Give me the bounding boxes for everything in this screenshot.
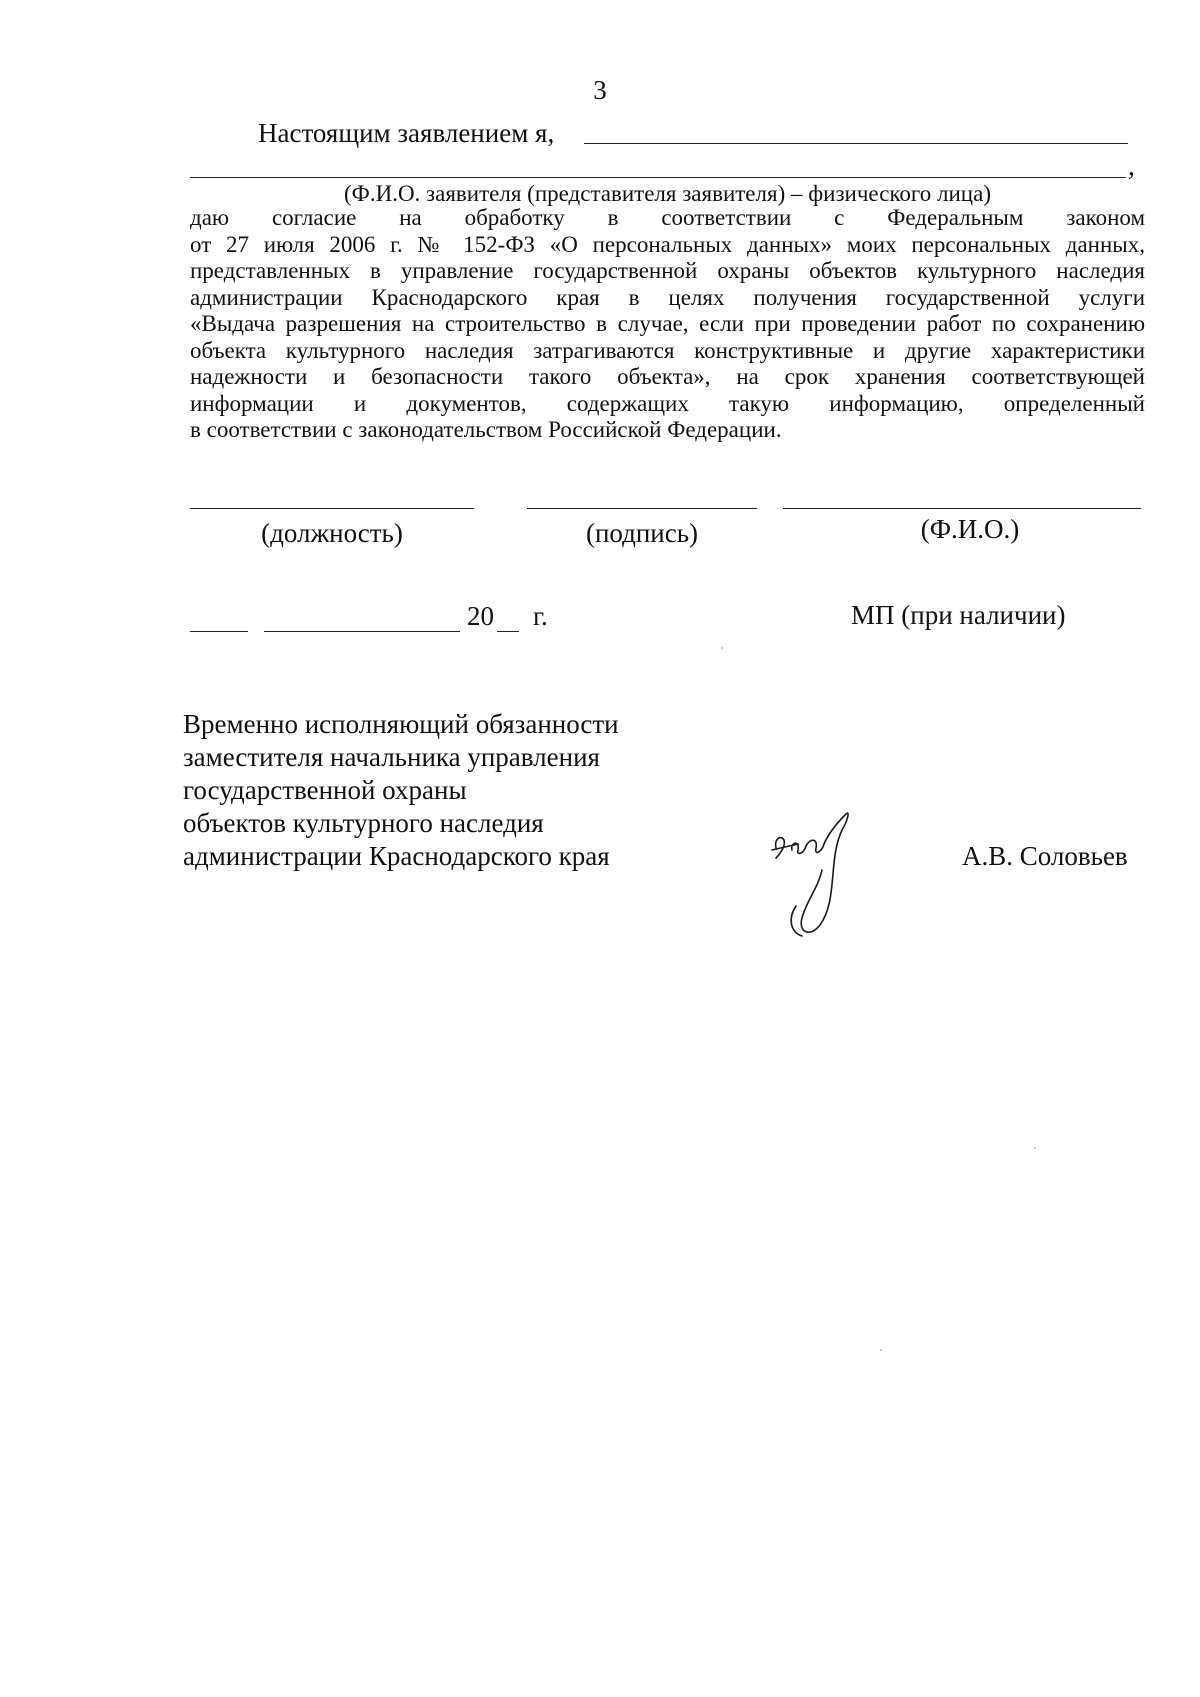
- date-year-prefix: 20: [467, 601, 494, 631]
- trailing-comma: ,: [1128, 151, 1135, 181]
- position-line: [190, 508, 474, 509]
- signature-label: (подпись): [585, 518, 699, 548]
- signatory-position-line: государственной охраны: [183, 775, 467, 805]
- scan-speck: [1034, 1147, 1036, 1149]
- consent-paragraph: [190, 205, 1145, 444]
- date-month-line: [264, 631, 460, 632]
- applicant-name-line-1: [584, 143, 1128, 144]
- consent-line: «Выдача разрешения на строительство в случае, если при проведении работ по сохранению: [190, 311, 1145, 336]
- signature-line: [527, 508, 757, 509]
- consent-line: представленных в управление государственной охраны объектов культурного наследия: [190, 258, 1145, 283]
- consent-line: в соответствии с законодательством Российской Федерации.: [190, 417, 782, 442]
- applicant-name-caption: (Ф.И.О. заявителя (представителя заявителя) – физического лица): [344, 181, 991, 206]
- date-year-line: [497, 631, 519, 632]
- name-label: (Ф.И.О.): [920, 514, 1020, 544]
- stamp-label: МП (при наличии): [851, 600, 1066, 630]
- date-day-line: [190, 631, 248, 632]
- signatory-position: [183, 708, 619, 873]
- signatory-position-line: Временно исполняющий обязанности: [183, 709, 619, 739]
- position-label: (должность): [261, 518, 403, 548]
- consent-line: от 27 июля 2006 г. № 152-ФЗ «О персональных данных» моих персональных данных,: [190, 231, 1145, 257]
- page-number: 3: [593, 75, 607, 105]
- signatory-position-line: объектов культурного наследия: [183, 808, 544, 838]
- consent-line: даю согласие на обработку в соответствии с Федеральным законом: [190, 205, 1145, 230]
- signatory-name: А.В. Соловьев: [962, 841, 1128, 871]
- signatory-position-line: администрации Краснодарского края: [183, 841, 610, 871]
- consent-line: объекта культурного наследия затрагиваются конструктивные и другие характеристики: [190, 337, 1145, 363]
- name-line: [783, 508, 1141, 509]
- scan-speck: [721, 647, 723, 649]
- intro-text: Настоящим заявлением я,: [258, 118, 555, 148]
- scan-speck: [880, 1349, 882, 1351]
- date-year-suffix: г.: [533, 601, 548, 631]
- handwritten-signature: [758, 810, 868, 940]
- signatory-position-line: заместителя начальника управления: [183, 742, 600, 772]
- consent-line: администрации Краснодарского края в целях получения государственной услуги: [190, 284, 1145, 310]
- applicant-name-line-2: [190, 177, 1126, 178]
- consent-line: информации и документов, содержащих такую информацию, определенный: [190, 390, 1145, 416]
- consent-line: надежности и безопасности такого объекта», на срок хранения соответствующей: [190, 364, 1145, 389]
